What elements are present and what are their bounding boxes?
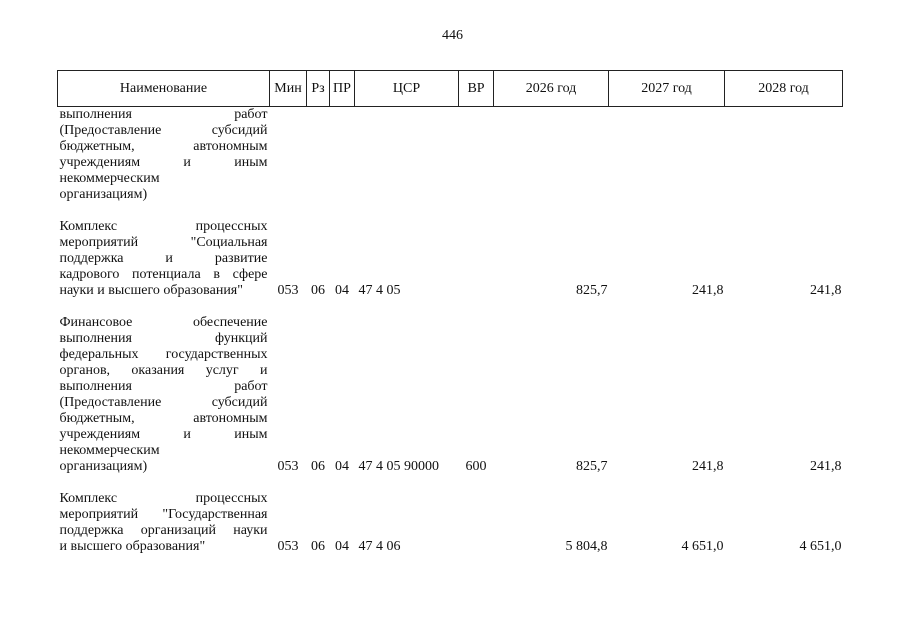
header-min: Мин	[270, 71, 307, 107]
table-header-row	[58, 71, 843, 107]
row-pr: 04	[335, 283, 349, 298]
row-name-line: (Предоставление субсидий	[59, 123, 268, 138]
header-vr: ВР	[459, 71, 494, 107]
row-2026: 5 804,8	[565, 539, 608, 554]
row-name-line: организациям)	[59, 187, 148, 202]
row-name-line: выполнения работ	[59, 379, 268, 394]
budget-table	[57, 70, 843, 555]
row-name-line: мероприятий "Социальная	[59, 235, 268, 250]
row-name-line: бюджетным, автономным	[59, 411, 268, 426]
table-row	[58, 475, 843, 555]
row-name-line: учреждениям и иным	[59, 427, 268, 442]
table-row	[58, 203, 843, 299]
row-name-line: некоммерческим	[59, 171, 160, 186]
row-name-line: организациям)	[59, 459, 148, 474]
row-vr	[459, 475, 494, 555]
row-2026: 825,7	[576, 459, 608, 474]
row-2028: 4 651,0	[799, 539, 842, 554]
row-name-line: Комплекс процессных	[59, 491, 268, 506]
row-name-line: Комплекс процессных	[59, 219, 268, 234]
row-2027	[609, 107, 725, 204]
row-csr	[355, 107, 459, 204]
row-pr: 04	[335, 539, 349, 554]
row-min	[270, 107, 307, 204]
row-2027: 241,8	[692, 459, 724, 474]
row-name-line: кадрового потенциала в сфере	[59, 267, 268, 282]
table-row	[58, 107, 843, 204]
row-min: 053	[277, 539, 299, 554]
row-name-line: учреждениям и иным	[59, 155, 268, 170]
row-name-line: и высшего образования"	[59, 539, 206, 554]
row-2028: 241,8	[810, 459, 842, 474]
row-name-line: выполнения функций	[59, 331, 268, 346]
row-name-line: Финансовое обеспечение	[59, 315, 268, 330]
table-row	[58, 299, 843, 475]
row-2028	[725, 107, 843, 204]
row-name-line: (Предоставление субсидий	[59, 395, 268, 410]
row-vr	[459, 107, 494, 204]
row-name-line: бюджетным, автономным	[59, 139, 268, 154]
header-pr: ПР	[330, 71, 355, 107]
row-name-line: органов, оказания услуг и	[59, 363, 268, 378]
row-name-line: поддержка и развитие	[59, 251, 268, 266]
row-min: 053	[277, 459, 299, 474]
row-pr: 04	[335, 459, 349, 474]
row-2028: 241,8	[810, 283, 842, 298]
row-rz: 06	[311, 459, 325, 474]
row-vr: 600	[465, 459, 487, 474]
row-name-line: мероприятий "Государственная	[59, 507, 268, 522]
row-csr: 47 4 05 90000	[358, 459, 439, 474]
row-vr	[459, 203, 494, 299]
row-rz: 06	[311, 539, 325, 554]
row-2026	[494, 107, 609, 204]
header-2026: 2026 год	[494, 71, 609, 107]
row-2027: 4 651,0	[681, 539, 724, 554]
row-name-line: федеральных государственных	[59, 347, 268, 362]
row-rz: 06	[311, 283, 325, 298]
row-name-line: поддержка организаций науки	[59, 523, 268, 538]
row-2026: 825,7	[576, 283, 608, 298]
row-name	[58, 107, 270, 204]
row-csr: 47 4 05	[358, 283, 401, 298]
row-name	[58, 299, 270, 475]
header-2028: 2028 год	[725, 71, 843, 107]
row-csr: 47 4 06	[358, 539, 401, 554]
row-name	[58, 203, 270, 299]
row-min: 053	[277, 283, 299, 298]
row-name-line: некоммерческим	[59, 443, 160, 458]
header-2027: 2027 год	[609, 71, 725, 107]
row-pr	[330, 107, 355, 204]
row-name	[58, 475, 270, 555]
header-rz: Рз	[307, 71, 330, 107]
row-2027: 241,8	[692, 283, 724, 298]
row-name-line: науки и высшего образования"	[59, 283, 243, 298]
header-csr: ЦСР	[355, 71, 459, 107]
header-name: Наименование	[58, 71, 270, 107]
row-rz	[307, 107, 330, 204]
row-name-line: выполнения работ	[59, 107, 268, 122]
page-number: 446	[442, 28, 463, 43]
